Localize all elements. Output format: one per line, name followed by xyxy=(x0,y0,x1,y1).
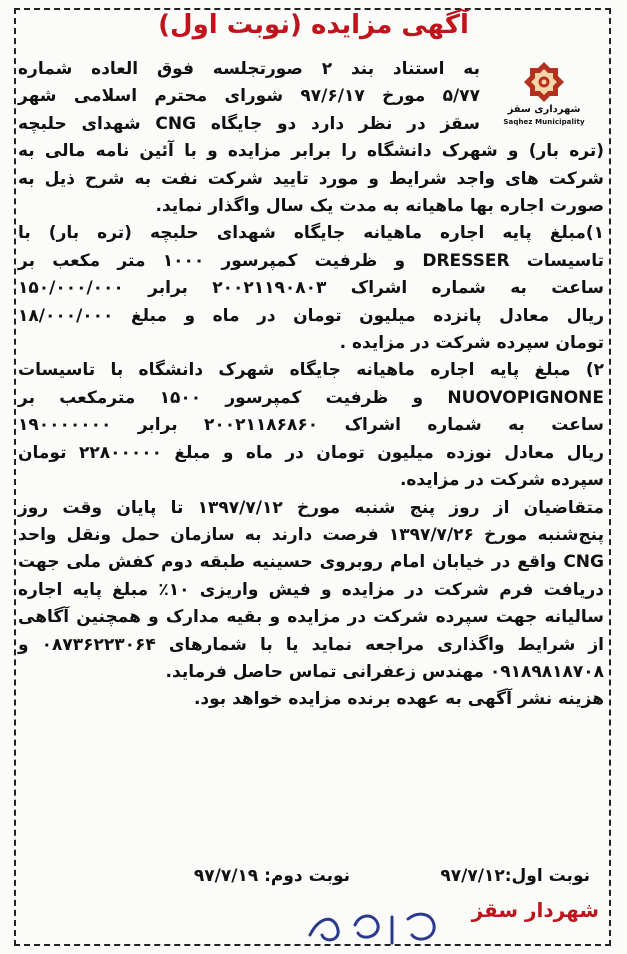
body-line: سالیانه جهت سپرده شرکت در مزایده و بقیه مدارک و همچنین آگاهی xyxy=(18,607,604,628)
body-line: ریال معادل نوزده میلیون تومان در ماه و مبلغ ۲۲۸۰۰۰۰۰ تومان xyxy=(18,442,604,463)
handwritten-mark-icon xyxy=(300,895,460,950)
body-line: سپرده شرکت در مزایده. xyxy=(399,470,604,491)
first-round-date: نوبت اول:۹۷/۷/۱۲ xyxy=(440,866,590,886)
logo-spacer xyxy=(486,56,604,136)
body-line: ۵/۷۷ مورخ ۹۷/۶/۱۷ شورای محترم اسلامی شهر xyxy=(18,86,480,107)
body-line: NUOVOPIGNONE و ظرفیت کمپرسور ۱۵۰۰ مترمکعب بر xyxy=(18,387,605,408)
body-line: متقاضیان از روز پنج شنبه مورخ ۱۳۹۷/۷/۱۲ تا پایان وقت روز xyxy=(18,497,604,518)
body-line: ۰۹۱۸۹۸۱۸۷۰۸ مهندس زعفرانی تماس حاصل فرماید. xyxy=(165,661,604,682)
logo-name-fa: شهرداری سقز xyxy=(507,104,581,115)
body-line: تومان سپرده شرکت در مزایده . xyxy=(339,333,604,354)
body-line: هزینه نشر آگهی به عهده برنده مزایده خواهد بود. xyxy=(193,689,604,710)
logo-name-en: Saqhez Municipality xyxy=(503,118,585,126)
body-line: از شرایط واگذاری مراجعه نماید یا با شمارهای ۰۸۷۳۶۲۲۳۰۶۴ و xyxy=(18,634,604,655)
body-line: ساعت به شماره اشراک ۲۰۰۲۱۱۹۰۸۰۳ برابر ۱۵۰/۰۰۰/۰۰۰ xyxy=(18,278,604,299)
body-line: به استناد بند ۲ صورتجلسه فوق العاده شماره xyxy=(18,59,480,79)
ad-body xyxy=(18,56,604,714)
body-line: سقز در نظر دارد دو جایگاه CNG شهدای حلبچه xyxy=(18,113,480,134)
body-line: CNG واقع در خیابان امام روبروی حسینیه طبقه دوم کفش ملی جهت xyxy=(18,552,604,573)
body-line: تاسیسات DRESSER و ظرفیت کمپرسور ۱۰۰۰ متر مکعب بر xyxy=(18,250,604,271)
body-line: ریال معادل پانزده میلیون تومان در ماه و مبلغ ۱۸/۰۰۰/۰۰۰ xyxy=(18,305,604,326)
body-line: صورت اجاره بها ماهیانه به مدت یک سال واگذار نماید. xyxy=(155,196,604,217)
body-line: ۲) مبلغ پایه اجاره ماهیانه جایگاه شهرک دانشگاه با تاسیسات xyxy=(18,360,604,381)
signature-mayor: شهردار سقز xyxy=(471,898,599,922)
body-line: (تره بار) و شهرک دانشگاه را برابر مزایده و با آئین نامه مالی به xyxy=(18,141,604,162)
body-line: ۱)مبلغ پایه اجاره ماهیانه جایگاه شهدای حلبچه (تره بار) با xyxy=(18,223,604,244)
body-line: دریافت فرم شرکت در مزایده و فیش واریزی ۱۰٪ مبلغ پایه اجاره xyxy=(18,579,604,600)
second-round-date: نوبت دوم: ۹۷/۷/۱۹ xyxy=(193,866,350,886)
body-line: شرکت های واجد شرایط و مورد تایید شرکت نفت به شرح ذیل به xyxy=(18,168,604,189)
body-line: پنج‌شنبه مورخ ۱۳۹۷/۷/۲۶ فرصت دارند به سازمان حمل ونقل واحد xyxy=(18,524,605,545)
body-line: ساعت به شماره اشراک ۲۰۰۲۱۱۸۶۸۶۰ برابر ۱۹۰۰۰۰۰۰۰ xyxy=(18,415,604,436)
ad-title: آگهی مزایده (نوبت اول) xyxy=(158,10,469,40)
